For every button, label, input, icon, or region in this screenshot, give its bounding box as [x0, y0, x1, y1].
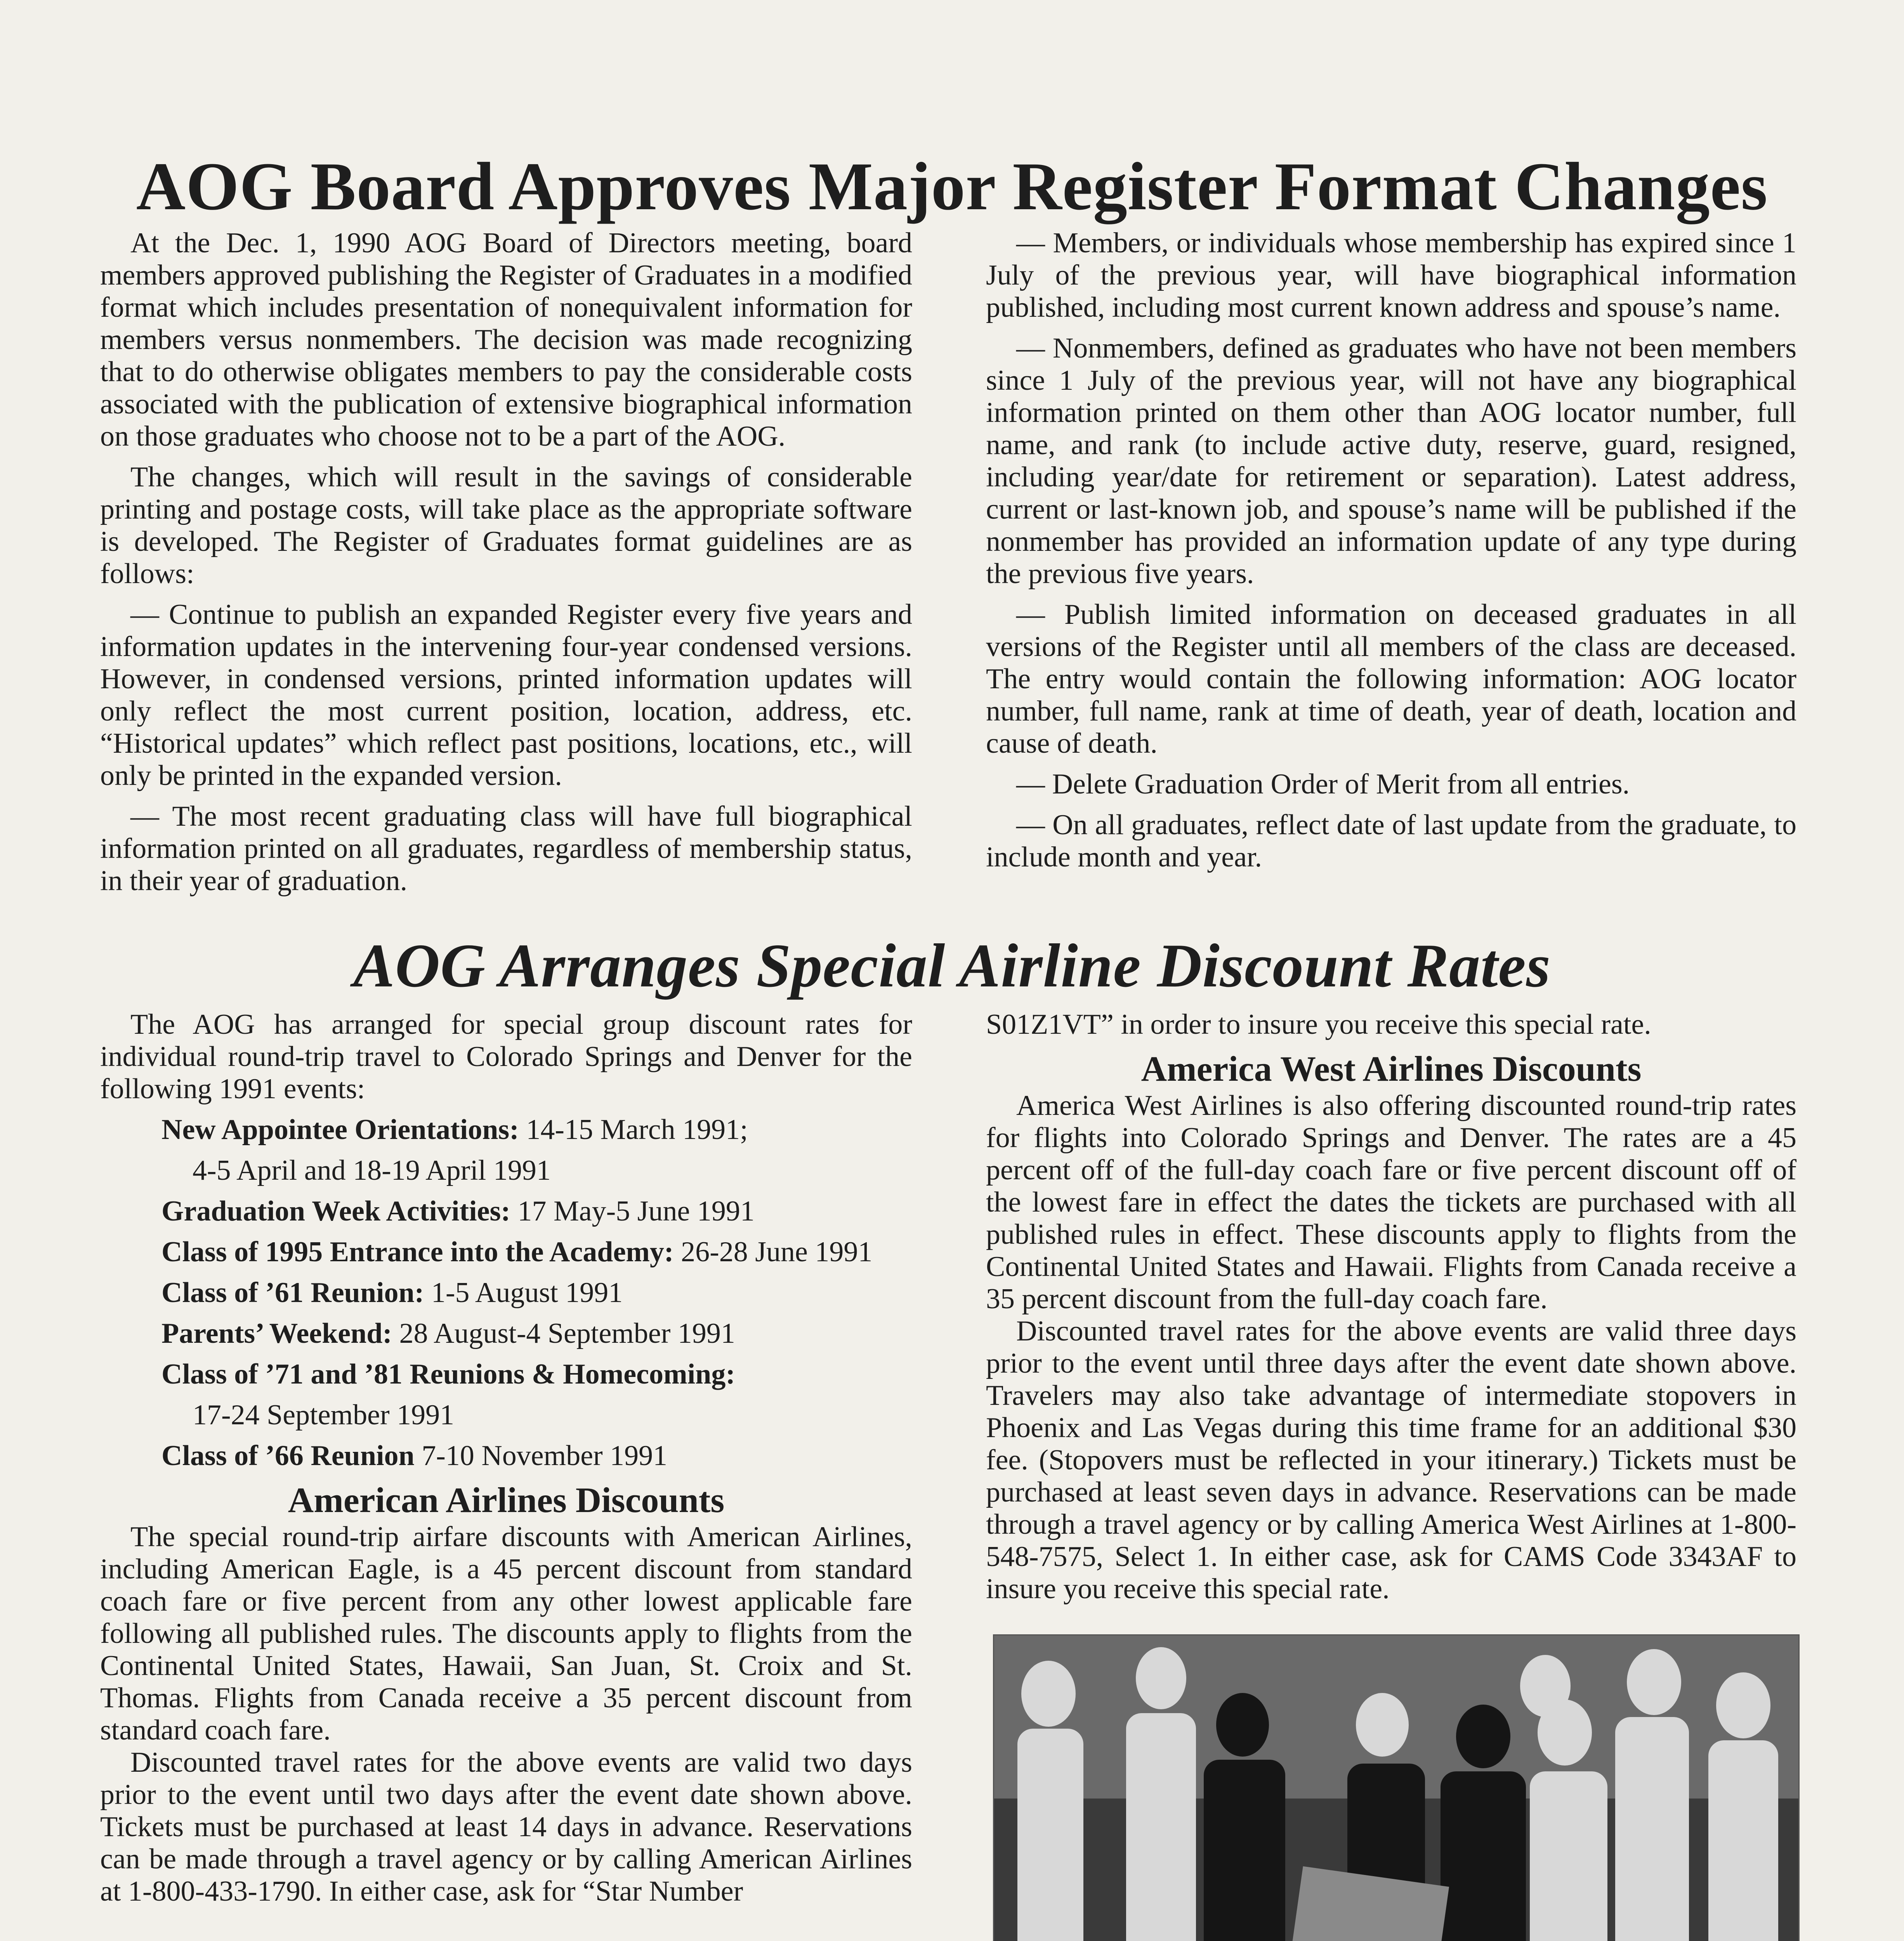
event-list — [100, 1114, 912, 1472]
event-item: 4-5 April and 18-19 April 1991 — [193, 1155, 551, 1186]
paragraph-continued: S01Z1VT” in order to insure you receive this special rate. — [986, 1009, 1651, 1040]
paragraph: Discounted travel rates for the above events are valid three days prior to the event until three days after the event date shown above. Travelers may also take advantage of intermediate stopovers in Phoenix and Las Vegas during this time frame for an additional $30 fee. (Stopovers must be reflected in your itinerary.) Tickets must be purchased at least seven days in advance. Reservations can be made through a travel agency or by calling America West Airlines at 1-800-548-7575, Select 1. In either case, ask for CAMS Code 3343AF to insure you receive this special rate. — [986, 1315, 1796, 1605]
event-item: Graduation Week Activities: 17 May-5 June 1991 — [161, 1195, 755, 1227]
paragraph: The special round-trip airfare discounts with American Airlines, including American Eagle, is a 45 percent discount from standard coach fare or five percent from any other lowest applicable fare following all published rules. The discounts apply to flights from the Continental United States, Hawaii, San Juan, St. Croix and St. Thomas. Flights from Canada receive a 35 percent discount from standard coach fare. — [100, 1521, 912, 1746]
paragraph: — The most recent graduating class will have full biographical information printed on all graduates, regardless of membership status, in their year of graduation. — [100, 800, 912, 897]
paragraph: — Nonmembers, defined as graduates who have not been members since 1 July of the previous year, will not have any biographical information printed on them other than AOG locator number, full name, and rank (to include active duty, reserve, guard, resigned, including year/date for retirement or separation). Latest address, current or last-known job, and spouse’s name will be published if the nonmember has provided an information update of any type during the previous five years. — [986, 332, 1796, 590]
paragraph: The changes, which will result in the savings of considerable printing and postage costs, will take place as the appropriate software is developed. The Register of Graduates format guidelines are as follows: — [100, 461, 912, 590]
paragraph: Discounted travel rates for the above events are valid two days prior to the event until two days after the event date shown above. Tickets must be purchased at least 14 days in advance. Reservations can be made through a travel agency or by calling American Airlines at 1-800-433-1790. In either case, ask for “Star Number — [100, 1747, 912, 1907]
group-photo-image — [994, 1635, 1798, 1941]
paragraph: — Members, or individuals whose membership has expired since 1 July of the previous year, will have biographical information published, including most current known address and spouse’s name. — [986, 227, 1796, 323]
american-airlines-heading: American Airlines Discounts — [288, 1480, 725, 1520]
event-item: Parents’ Weekend: 28 August-4 September 1991 — [161, 1318, 735, 1349]
register-left-column — [100, 227, 912, 906]
paragraph: — Delete Graduation Order of Merit from all entries. — [1016, 768, 1630, 800]
paragraph: — On all graduates, reflect date of last update from the graduate, to include month and year. — [986, 809, 1796, 873]
event-item: Class of ’71 and ’81 Reunions & Homecoming: — [161, 1358, 735, 1390]
paragraph: — Continue to publish an expanded Register every five years and information updates in the intervening four-year condensed versions. However, in condensed versions, printed information updates will only reflect the most current position, location, address, etc. “Historical updates” which reflect past positions, locations, etc., will only be printed in the expanded version. — [100, 599, 912, 792]
airline-right-column — [986, 1009, 1796, 1614]
paragraph: America West Airlines is also offering discounted round-trip rates for flights into Colorado Springs and Denver. The rates are a 45 percent off of the full-day coach fare or five percent discount off of the lowest fare in effect the dates the tickets are purchased with all published rules in effect. These discounts apply to flights from the Continental United States and Hawaii. Flights from Canada receive a 35 percent discount from the full-day coach fare. — [986, 1090, 1796, 1315]
paragraph: At the Dec. 1, 1990 AOG Board of Directors meeting, board members approved publishing the Register of Graduates in a modified format which includes presentation of nonequivalent information for members versus nonmembers. The decision was made recognizing that to do otherwise obligates members to pay the considerable costs associated with the publication of extensive biographical information on those graduates who choose not to be a part of the AOG. — [100, 227, 912, 452]
register-right-column — [986, 227, 1796, 882]
airline-intro: The AOG has arranged for special group discount rates for individual round-trip travel to Colorado Springs and Denver for the following 1991 events: — [100, 1009, 912, 1105]
paragraph: — Publish limited information on deceased graduates in all versions of the Register until all members of the class are deceased. The entry would contain the following information: AOG locator number, full name, rank at time of death, year of death, location and cause of death. — [986, 599, 1796, 759]
article-title-airline: AOG Arranges Special Airline Discount Rates — [353, 931, 1551, 1000]
america-west-heading: America West Airlines Discounts — [1141, 1049, 1642, 1089]
event-item: Class of ’66 Reunion 7-10 November 1991 — [161, 1440, 668, 1472]
airline-left-column — [100, 1009, 912, 1916]
event-item: Class of ’61 Reunion: 1-5 August 1991 — [161, 1277, 623, 1309]
event-item: 17-24 September 1991 — [193, 1399, 455, 1431]
event-item: New Appointee Orientations: 14-15 March 1991; — [161, 1114, 748, 1146]
event-item: Class of 1995 Entrance into the Academy: 26-28 June 1991 — [161, 1236, 873, 1268]
group-photo — [993, 1634, 1800, 1941]
article-title-register: AOG Board Approves Major Register Format Changes — [136, 149, 1768, 224]
